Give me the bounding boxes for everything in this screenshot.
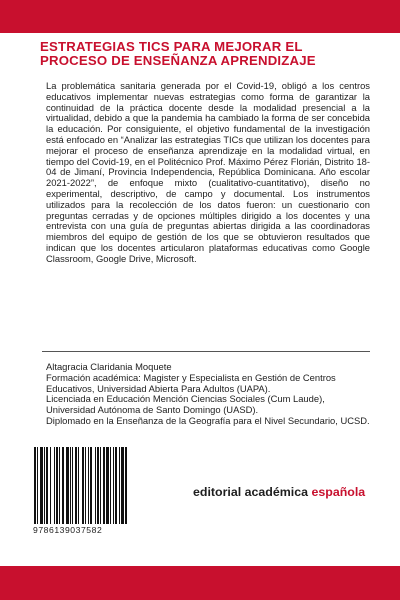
barcode-bar	[115, 447, 117, 524]
title-line: ESTRATEGIAS TICS PARA MEJORAR EL	[40, 39, 303, 54]
barcode-bar	[85, 447, 86, 524]
barcode-bar	[95, 447, 96, 524]
title-line: PROCESO DE ENSEÑANZA APRENDIZAJE	[40, 53, 316, 68]
bio-line: Diplomado en la Enseñanza de la Geografía para el Nivel Secundario, UCSD.	[46, 414, 370, 426]
author-name: Altagracia Claridania Moquete	[46, 361, 172, 372]
barcode-bar	[75, 447, 77, 524]
barcode-bar	[113, 447, 114, 524]
bio-line: Licenciada en Educación Mención Ciencias Sociales (Cum Laude), Universidad Autónoma de Santo Domingo (UASD).	[46, 393, 325, 416]
back-cover-blurb: La problemática sanitaria generada por el Covid-19, obligó a los centros educativos implementar nuevas estrategias como forma de garantizar la continuidad de la práctica docente desde la modalidad presencial a la virtualidad, debido a que la pandemia ha cambiado la forma de ser concebida la educación. Por consiguiente, el objetivo fundamental de la investigación está enfocado en “Analizar las estrategias TICs que utilizan los docentes para mejorar el proceso de enseñanza aprendizaje en la modalidad virtual, en tiempo del Covid-19, en el Politécnico Prof. Máximo Pérez Florián, Distrito 18-04 de Jimaní, Provincia Independencia, República Dominicana. Año escolar 2021-2022”, de enfoque mixto (cualitativo-cuantitativo), diseño no experimental, descriptivo, de campo y documental. Los instrumentos utilizados para la recolección de los datos fueron: un cuestionario con preguntas cerradas y de opciones múltiples dirigido a los docentes y una entrevista con una guía de preguntas abiertas dirigida a las coordinadoras miembros del equipo de gestión de los que se obtuvieron resultados que indican que los docentes articularon plataformas educativas como Google Classroom, Google Drive, Microsoft.	[46, 80, 370, 264]
publisher-name: editorial académica	[193, 485, 309, 499]
barcode-bar	[106, 447, 109, 524]
barcode-bar	[103, 447, 105, 524]
top-color-band	[0, 0, 400, 33]
barcode-bar	[34, 447, 36, 524]
section-divider	[42, 351, 370, 352]
barcode-bar	[37, 447, 38, 524]
barcode-bar	[82, 447, 84, 524]
barcode-bar	[40, 447, 43, 524]
barcode-bar	[97, 447, 99, 524]
barcode-bar	[56, 447, 58, 524]
barcode-bar	[90, 447, 92, 524]
book-title	[40, 40, 380, 68]
barcode-bar	[78, 447, 79, 524]
author-bio	[46, 362, 376, 427]
barcode-bar	[110, 447, 111, 524]
publisher-logo	[193, 485, 365, 499]
isbn-barcode	[33, 447, 153, 524]
bio-line: Formación académica: Magister y Especialista en Gestión de Centros Educativos, Universidad Abierta Para Adultos (UAPA).	[46, 371, 336, 394]
bottom-color-band	[0, 566, 400, 600]
barcode-bar	[44, 447, 45, 524]
barcode-bar	[59, 447, 60, 524]
isbn-digits: 9786139037582	[33, 525, 103, 535]
barcode-bar	[88, 447, 89, 524]
barcode-bar	[125, 447, 127, 524]
barcode-bar	[50, 447, 51, 524]
barcode-bar	[46, 447, 48, 524]
barcode-bar	[121, 447, 124, 524]
barcode-bar	[100, 447, 101, 524]
barcode-bar	[54, 447, 55, 524]
barcode-bar	[62, 447, 64, 524]
publisher-name-accent: española	[311, 485, 366, 499]
barcode-bar	[70, 447, 71, 524]
barcode-bar	[66, 447, 69, 524]
barcode-bar	[72, 447, 73, 524]
barcode-bar	[119, 447, 120, 524]
